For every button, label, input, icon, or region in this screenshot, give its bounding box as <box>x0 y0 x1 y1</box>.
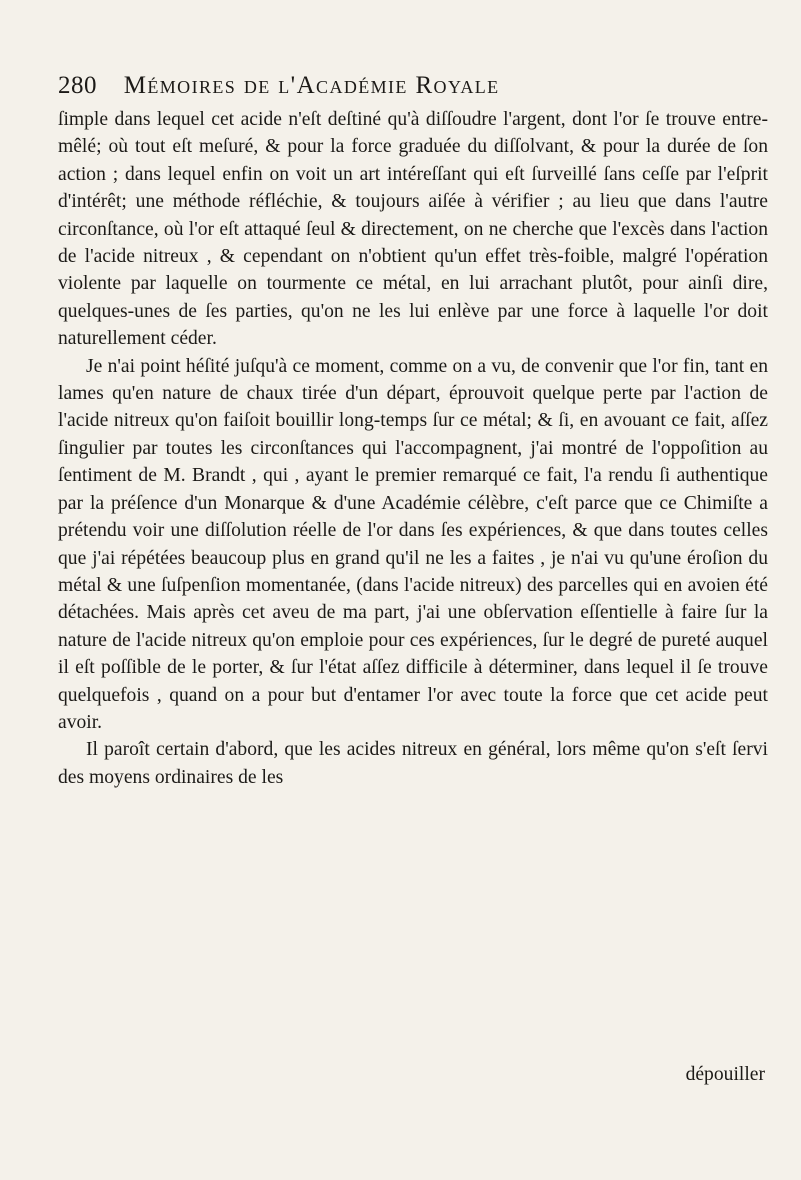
page-number: 280 <box>58 72 97 99</box>
running-title: Mémoires de l'Académie Royale <box>123 72 500 99</box>
body-text <box>58 106 768 791</box>
paragraph-3: Il paroît certain d'abord, que les acides nitreux en général, lors même qu'on s'eſt ſervi des moyens ordinaires de les <box>58 739 768 788</box>
catchword: dépouiller <box>685 1064 765 1085</box>
paragraph-1: ſimple dans lequel cet acide n'eſt deſtiné qu'à diſſoudre l'argent, dont l'or ſe trouve entre-mêlé; où tout eſt meſuré, & pour la force graduée du diſſolvant, & pour la durée de ſon action ; dans lequel enfin on voit un art intéreſſant qui eſt ſurveillé ſans ceſſe par l'eſprit d'intérêt; une méthode réfléchie, & toujours aiſée à vérifier ; au lieu que dans l'autre circonſtance, où l'or eſt attaqué ſeul & directement, on ne cherche que l'excès dans l'action de l'acide nitreux , & cependant on n'obtient qu'un effet très-foible, malgré l'opération violente par laquelle on tourmente ce métal, en lui arrachant plutôt, pour ainſi dire, quelques-unes de ſes parties, qu'on ne les lui enlève par une force à laquelle l'or doit naturellement céder. <box>58 109 768 350</box>
paragraph-2: Je n'ai point héſité juſqu'à ce moment, comme on a vu, de convenir que l'or fin, tant en lames qu'en nature de chaux tirée d'un départ, éprouvoit quelque perte par l'action de l'acide nitreux qu'on faiſoit bouillir long-temps ſur ce métal; & ſi, en avouant ce fait, aſſez ſingulier par toutes les circonſtances qui l'accompagnent, j'ai montré de l'oppoſition au ſentiment de M. Brandt , qui , ayant le premier remarqué ce fait, l'a rendu ſi authentique par la préſence d'un Monarque & d'une Académie célèbre, c'eſt parce que ce Chimiſte a prétendu voir une diſſolution réelle de l'or dans ſes expériences, & que dans toutes celles que j'ai répétées beaucoup plus en grand qu'il ne les a faites , je n'ai vu qu'une éroſion du métal & une ſuſpenſion momentanée, (dans l'acide nitreux) des parcelles qui en avoien été détachées. Mais après cet aveu de ma part, j'ai une obſervation eſſentielle à faire ſur la nature de l'acide nitreux qu'on emploie pour ces expériences, ſur le degré de pureté auquel il eſt poſſible de le porter, & ſur l'état aſſez difficile à déterminer, dans lequel il ſe trouve quelquefois , quand on a pour but d'entamer l'or avec toute la force que cet acide peut avoir. <box>58 355 768 733</box>
page-header <box>58 72 708 102</box>
